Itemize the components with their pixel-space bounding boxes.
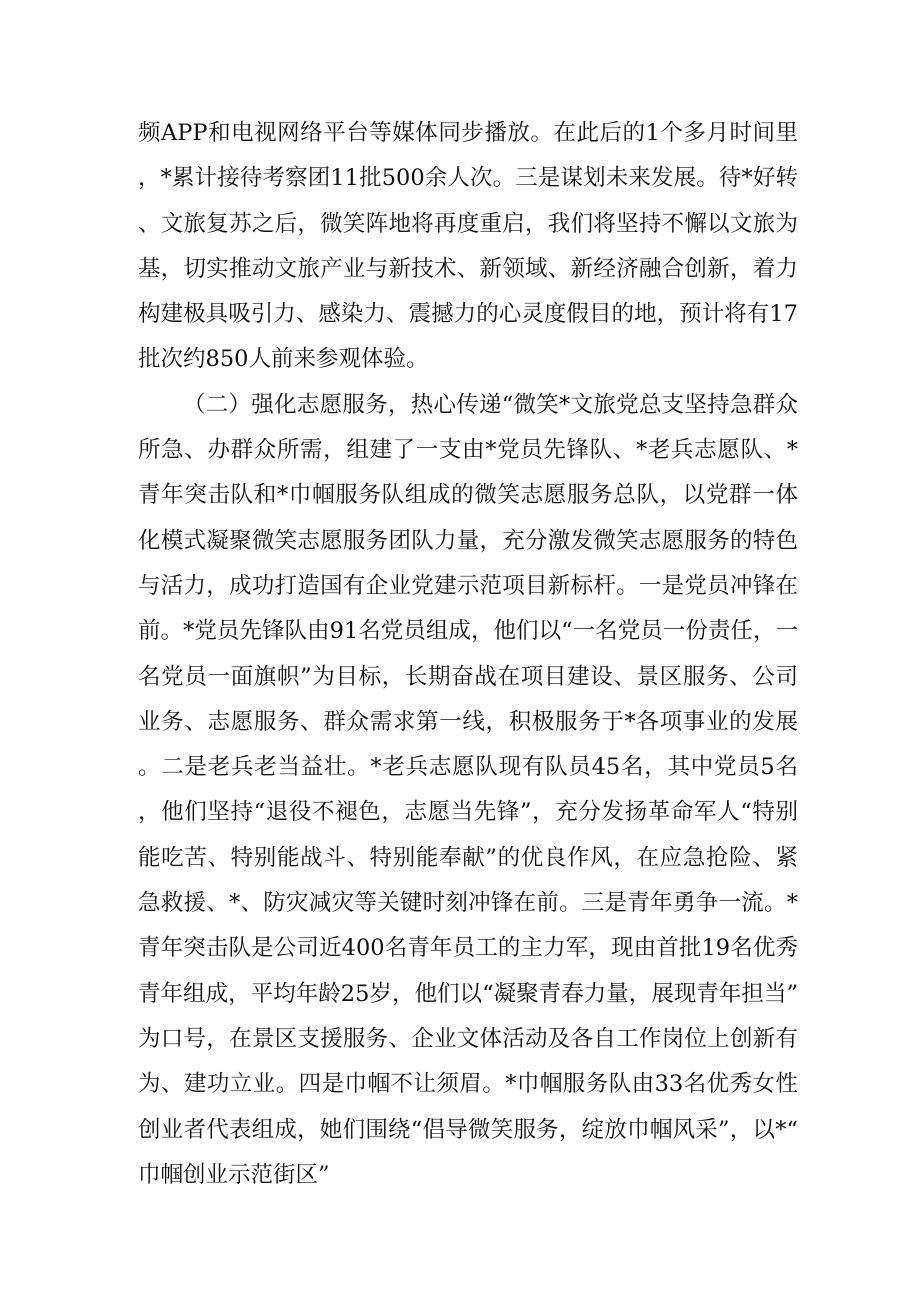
paragraph-2: （二）强化志愿服务，热心传递“微笑*文旅党总支坚持急群众所急、办群众所需，组建了一支由*党员先锋队、*老兵志愿队、*青年突击队和*巾帼服务队组成的微笑志愿服务总队，以党群一体化模式凝聚微笑志愿服务团队力量，充分激发微笑志愿服务的特色与活力，成功打造国有企业党建示范项目新标杆。一是党员冲锋在前。*党员先锋队由91名党员组成，他们以“一名党员一份责任，一名党员一面旗帜”为目标，长期奋战在项目建设、景区服务、公司业务、志愿服务、群众需求第一线，积极服务于*各项事业的发展。二是老兵老当益壮。*老兵志愿队现有队员45名，其中党员5名，他们坚持“退役不褪色，志愿当先锋”，充分发扬革命军人“特别能吃苦、特别能战斗、特别能奉献”的优良作风，在应急抢险、紧急救援、*、防灾减灾等关键时刻冲锋在前。三是青年勇争一流。*青年突击队是公司近400名青年员工的主力军，现由首批19名优秀青年组成，平均年龄25岁，他们以“凝聚青春力量，展现青年担当”为口号，在景区支援服务、企业文体活动及各自工作岗位上创新有为、建功立业。四是巾帼不让须眉。*巾帼服务队由33名优秀女性创业者代表组成，她们围绕“倡导微笑服务，绽放巾帼风采”，以*“巾帼创业示范街区” — [138, 391, 798, 1188]
paragraph-1: 频APP和电视网络平台等媒体同步播放。在此后的1个多月时间里，*累计接待考察团11批500余人次。三是谋划未来发展。待*好转、文旅复苏之后，微笑阵地将再度重启，我们将坚持不懈以文旅为基，切实推动文旅产业与新技术、新领域、新经济融合创新，着力构建极具吸引力、感染力、震撼力的心灵度假目的地，预计将有17批次约850人前来参观体验。 — [138, 120, 798, 373]
body-text — [138, 111, 798, 1198]
